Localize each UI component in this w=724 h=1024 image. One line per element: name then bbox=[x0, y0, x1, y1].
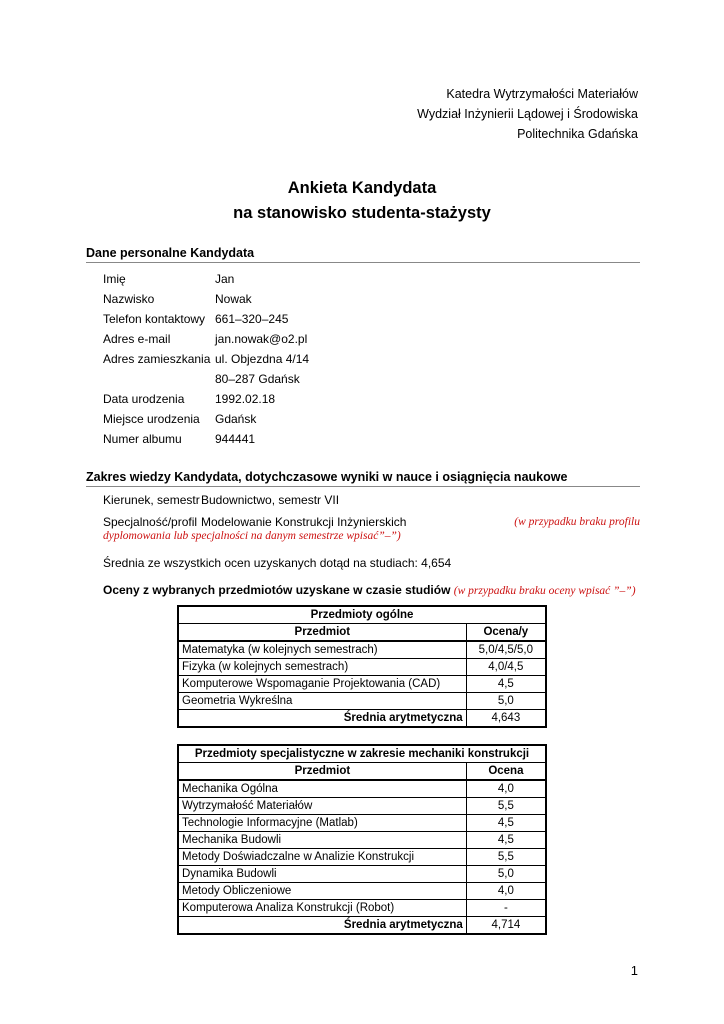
specialization-label: Specjalność/profil bbox=[103, 515, 198, 529]
grade-cell: 4,5 bbox=[466, 832, 546, 849]
specialization-note-2: dyplomowania lub specjalności na danym semestrze wpisać”–”) bbox=[103, 530, 401, 542]
general-subjects-table bbox=[177, 605, 547, 728]
header-faculty: Wydział Inżynierii Lądowej i Środowiska bbox=[417, 107, 638, 121]
column-header-grade: Ocena bbox=[466, 763, 546, 781]
grade-cell: 4,5 bbox=[466, 815, 546, 832]
average-label: Średnia arytmetyczna bbox=[343, 712, 463, 724]
table-row bbox=[178, 798, 546, 815]
average-row bbox=[178, 710, 546, 728]
grade-cell: 4,0 bbox=[466, 780, 546, 798]
table-row bbox=[178, 866, 546, 883]
field-row bbox=[103, 490, 339, 510]
personal-section-heading: Dane personalne Kandydata bbox=[86, 246, 640, 263]
subject-cell: Metody Obliczeniowe bbox=[178, 883, 466, 900]
subject-cell: Dynamika Budowli bbox=[178, 866, 466, 883]
table-row bbox=[178, 883, 546, 900]
grade-cell: 5,5 bbox=[466, 849, 546, 866]
personal-value: Jan bbox=[215, 272, 235, 286]
title-line-2: na stanowisko studenta-stażysty bbox=[233, 204, 491, 222]
table-row bbox=[178, 676, 546, 693]
table-row bbox=[178, 693, 546, 710]
personal-value: 944441 bbox=[215, 432, 256, 446]
grades-heading-row bbox=[103, 580, 636, 601]
personal-label: Imię bbox=[103, 272, 126, 286]
personal-row bbox=[103, 409, 256, 429]
personal-row bbox=[103, 269, 234, 289]
subject-cell: Technologie Informacyjne (Matlab) bbox=[178, 815, 466, 832]
grade-cell: 4,0/4,5 bbox=[466, 659, 546, 676]
header-department: Katedra Wytrzymałości Materiałów bbox=[446, 87, 638, 101]
table-row bbox=[178, 641, 546, 659]
column-header-subject: Przedmiot bbox=[178, 763, 466, 781]
personal-label: Numer albumu bbox=[103, 432, 182, 446]
average-value: 4,643 bbox=[466, 710, 546, 728]
table-header-row bbox=[178, 624, 546, 642]
grades-note: (w przypadku braku oceny wpisać ”–”) bbox=[453, 585, 636, 597]
institution-header bbox=[417, 84, 638, 144]
subject-cell: Metody Doświadczalne w Analizie Konstrukcji bbox=[178, 849, 466, 866]
personal-row bbox=[103, 289, 252, 309]
personal-row bbox=[103, 349, 309, 369]
table-title: Przedmioty specjalistyczne w zakresie mechaniki konstrukcji bbox=[178, 745, 546, 763]
average-label: Średnia arytmetyczna bbox=[343, 919, 463, 931]
personal-value: 1992.02.18 bbox=[215, 392, 276, 406]
page-title bbox=[0, 176, 724, 226]
table-row bbox=[178, 900, 546, 917]
grade-cell: 5,0 bbox=[466, 693, 546, 710]
average-row bbox=[178, 917, 546, 935]
grades-heading: Oceny z wybranych przedmiotów uzyskane w czasie studiów bbox=[103, 583, 451, 597]
personal-label: Adres e-mail bbox=[103, 332, 171, 346]
specialization-row bbox=[103, 512, 640, 544]
knowledge-section-heading: Zakres wiedzy Kandydata, dotychczasowe wyniki w nauce i osiągnięcia naukowe bbox=[86, 470, 640, 487]
subject-cell: Matematyka (w kolejnych semestrach) bbox=[178, 641, 466, 659]
grade-cell: 4,0 bbox=[466, 883, 546, 900]
grade-cell: - bbox=[466, 900, 546, 917]
personal-label: Telefon kontaktowy bbox=[103, 312, 206, 326]
table-row bbox=[178, 849, 546, 866]
column-header-subject: Przedmiot bbox=[178, 624, 466, 642]
table-title-row bbox=[178, 606, 546, 624]
specialization-note-1: (w przypadku braku profilu bbox=[514, 516, 640, 528]
table-header-row bbox=[178, 763, 546, 781]
subject-cell: Wytrzymałość Materiałów bbox=[178, 798, 466, 815]
personal-value: 661–320–245 bbox=[215, 312, 289, 326]
overall-average: Średnia ze wszystkich ocen uzyskanych dotąd na studiach: 4,654 bbox=[103, 556, 452, 570]
personal-label: Miejsce urodzenia bbox=[103, 412, 200, 426]
table-title: Przedmioty ogólne bbox=[178, 606, 546, 624]
header-university: Politechnika Gdańska bbox=[517, 127, 638, 141]
field-value: Budownictwo, semestr VII bbox=[201, 493, 340, 507]
personal-value: Nowak bbox=[215, 292, 252, 306]
personal-label: Nazwisko bbox=[103, 292, 155, 306]
personal-value: jan.nowak@o2.pl bbox=[215, 332, 308, 346]
subject-cell: Fizyka (w kolejnych semestrach) bbox=[178, 659, 466, 676]
table-row bbox=[178, 659, 546, 676]
subject-cell: Komputerowa Analiza Konstrukcji (Robot) bbox=[178, 900, 466, 917]
personal-label: Adres zamieszkania bbox=[103, 352, 211, 366]
personal-row bbox=[103, 429, 255, 449]
average-value: 4,714 bbox=[466, 917, 546, 935]
grade-cell: 4,5 bbox=[466, 676, 546, 693]
subject-cell: Geometria Wykreślna bbox=[178, 693, 466, 710]
personal-row bbox=[103, 309, 288, 329]
specialization-value: Modelowanie Konstrukcji Inżynierskich bbox=[201, 515, 407, 529]
table-row bbox=[178, 815, 546, 832]
table-title-row bbox=[178, 745, 546, 763]
column-header-grade: Ocena/y bbox=[466, 624, 546, 642]
subject-cell: Mechanika Budowli bbox=[178, 832, 466, 849]
table-row bbox=[178, 832, 546, 849]
personal-row bbox=[103, 369, 300, 389]
table-row bbox=[178, 780, 546, 798]
personal-row bbox=[103, 329, 307, 349]
grade-cell: 5,5 bbox=[466, 798, 546, 815]
personal-value: 80–287 Gdańsk bbox=[215, 372, 300, 386]
personal-row bbox=[103, 389, 275, 409]
subject-cell: Mechanika Ogólna bbox=[178, 780, 466, 798]
personal-label: Data urodzenia bbox=[103, 392, 185, 406]
grade-cell: 5,0/4,5/5,0 bbox=[466, 641, 546, 659]
page-number: 1 bbox=[630, 963, 638, 978]
personal-value: ul. Objezdna 4/14 bbox=[215, 352, 310, 366]
personal-value: Gdańsk bbox=[215, 412, 257, 426]
title-line-1: Ankieta Kandydata bbox=[287, 179, 437, 197]
field-label: Kierunek, semestr bbox=[103, 493, 200, 507]
grade-cell: 5,0 bbox=[466, 866, 546, 883]
specialist-subjects-table bbox=[177, 744, 547, 935]
subject-cell: Komputerowe Wspomaganie Projektowania (CAD) bbox=[178, 676, 466, 693]
